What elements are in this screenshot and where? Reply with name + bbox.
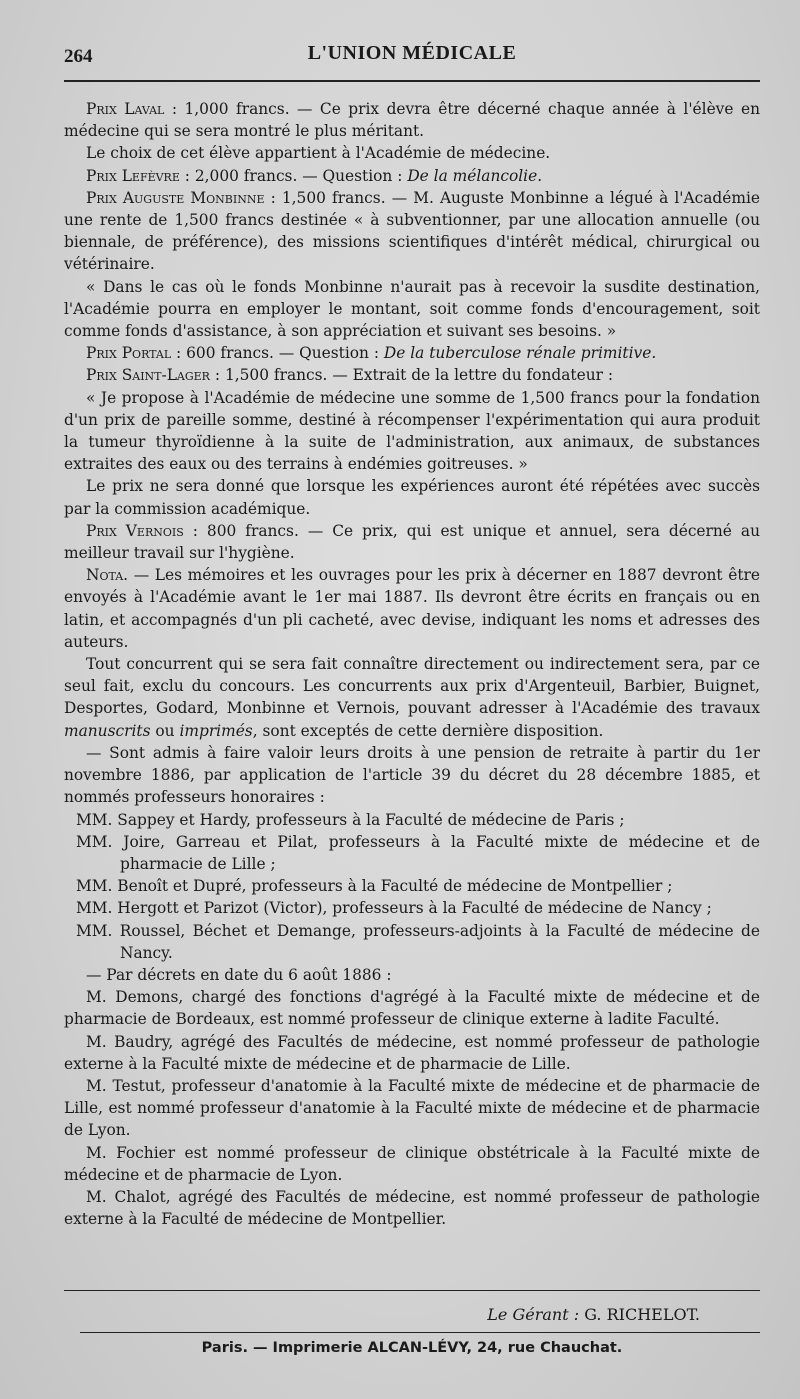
paragraph: [64, 165, 760, 187]
page-header: [64, 42, 760, 76]
paragraph-text: M. Testut, professeur d'anatomie à la Faculté mixte de médecine et de pharmacie de Lille, est nommé professeur d'anatomie à la Faculté mixte de médecine et de pharmacie de Lyon.: [64, 1076, 760, 1140]
paragraph: [64, 964, 760, 986]
paragraph-text: MM. Benoît et Dupré, professeurs à la Faculté de médecine de Montpellier ;: [76, 877, 673, 896]
paragraph-text: « Dans le cas où le fonds Monbinne n'aurait pas à recevoir la susdite destination, l'Académie pourra en employer le montant, soit comme fonds d'encouragement, soit comme fonds d'assistance, à son appréciation et suivant ses besoins. »: [64, 277, 760, 341]
paragraph: [64, 364, 760, 386]
prize-name: Prix Laval: [86, 100, 165, 118]
paragraph-text: — Par décrets en date du 6 août 1886 :: [86, 965, 392, 984]
signature: [487, 1305, 700, 1324]
italic-text: De la tuberculose rénale primitive.: [383, 344, 657, 363]
paragraph: [64, 187, 760, 276]
footer-rule-top: [64, 1290, 760, 1291]
prize-name: Prix Vernois: [86, 521, 184, 540]
paragraph: [64, 831, 760, 875]
paragraph: [64, 142, 760, 164]
paragraph: [64, 342, 760, 364]
paragraph: [64, 98, 760, 142]
paragraph-text: M. Baudry, agrégé des Facultés de médecine, est nommé professeur de pathologie externe à la Faculté mixte de médecine et de pharmacie de Lille.: [64, 1032, 760, 1073]
paragraph: [64, 475, 760, 519]
paragraph-text: : 1,500 francs. — Extrait de la lettre du fondateur :: [209, 366, 614, 385]
paragraph: [64, 1031, 760, 1075]
prize-name: Prix Saint-Lager: [86, 366, 210, 385]
paragraph-text: : 600 francs. — Question :: [171, 344, 384, 363]
paragraph-text: — Sont admis à faire valoir leurs droits à une pension de retraite à partir du 1er novembre 1886, par application de l'article 39 du décret du 28 décembre 1885, et nommés professeurs honoraires :: [64, 743, 760, 807]
prize-name: Prix Auguste Monbinne: [86, 188, 265, 207]
paragraph: [64, 986, 760, 1030]
paragraph-text: . — Les mémoires et les ouvrages pour les prix à décerner en 1887 devront être envoyés à l'Académie avant le 1er mai 1887. Ils devront être écrits en français ou en latin, et accompagnés d'un pli cacheté, avec devise, indiquant les noms et adresses des auteurs.: [64, 566, 760, 651]
paragraph-text: MM. Sappey et Hardy, professeurs à la Faculté de médecine de Paris ;: [76, 810, 625, 829]
signature-label: Le Gérant :: [487, 1305, 580, 1324]
paragraph: [64, 920, 760, 964]
italic-text: manuscrits: [64, 721, 151, 740]
italic-text: De la mélancolie.: [407, 166, 543, 185]
header-rule: [64, 80, 760, 82]
paragraph-text: « Je propose à l'Académie de médecine une somme de 1,500 francs pour la fondation d'un prix de pareille somme, destiné à récompenser l'expérimentation qui aura produit la tumeur thyroïdienne à la suite de l'administration, aux animaux, de substances extraites des eaux ou des terrains à endémies goitreuses. »: [64, 388, 760, 474]
paragraph: [64, 1142, 760, 1186]
footer-rule-bottom: [80, 1332, 760, 1333]
paragraph-text: MM. Joire, Garreau et Pilat, professeurs à la Faculté mixte de médecine et de pharmacie de Lille ;: [76, 832, 760, 873]
paragraph: [64, 564, 760, 653]
signature-name: G. RICHELOT.: [584, 1305, 700, 1324]
prize-name: Prix Lefèvre: [86, 166, 180, 185]
paragraph: [64, 653, 760, 742]
paragraph-text: Tout concurrent qui se sera fait connaître directement ou indirectement sera, par ce seul fait, exclu du concours. Les concurrents aux prix d'Argenteuil, Barbier, Buignet, Desportes, Godard, Monbinne et Vernois, pouvant adresser à l'Académie des travaux: [64, 655, 760, 718]
paragraph: [64, 897, 760, 919]
paragraph: [64, 1075, 760, 1142]
prize-name: Prix Portal: [86, 344, 172, 363]
paragraph-text: Le choix de cet élève appartient à l'Académie de médecine.: [86, 144, 551, 163]
running-title: L'UNION MÉDICALE: [307, 42, 517, 64]
page-number: 264: [64, 46, 93, 67]
paragraph: [64, 276, 760, 343]
paragraph-text: : 1,000 francs. — Ce prix devra être décerné chaque année à l'élève en médecine qui se sera montré le plus méritant.: [64, 100, 760, 141]
article-body: [64, 98, 760, 1230]
paragraph-text: M. Demons, chargé des fonctions d'agrégé à la Faculté mixte de médecine et de pharmacie de Bordeaux, est nommé professeur de clinique externe à ladite Faculté.: [64, 988, 760, 1029]
paragraph: [64, 809, 760, 831]
paragraph-text: Le prix ne sera donné que lorsque les expériences auront été répétées avec succès par la commission académique.: [64, 477, 760, 518]
paragraph-text: , sont exceptés de cette dernière disposition.: [252, 721, 604, 740]
paragraph-text: M. Chalot, agrégé des Facultés de médecine, est nommé professeur de pathologie externe à la Faculté de médecine de Montpellier.: [64, 1187, 760, 1229]
paragraph-text: MM. Hergott et Parizot (Victor), professeurs à la Faculté de médecine de Nancy ;: [76, 899, 712, 918]
prize-name: Nota: [86, 566, 124, 585]
paragraph: [64, 742, 760, 809]
paragraph-text: M. Fochier est nommé professeur de clinique obstétricale à la Faculté mixte de médecine et de pharmacie de Lyon.: [64, 1143, 760, 1184]
paragraph-text: : 2,000 francs. — Question :: [179, 166, 408, 185]
paragraph-text: : 800 francs. — Ce prix, qui est unique et annuel, sera décerné au meilleur travail sur l'hygiène.: [64, 521, 760, 563]
italic-text: imprimés: [179, 721, 253, 740]
paragraph-text: : 1,500 francs. — M. Auguste Monbinne a légué à l'Académie une rente de 1,500 francs destinée « à subventionner, par une allocation annuelle (ou biennale, de préférence), des missions scientifiques d'intérêt médical, chirurgical ou vétérinaire.: [64, 188, 760, 274]
printer-imprint: Paris. — Imprimerie ALCAN-LÉVY, 24, rue Chauchat.: [201, 1340, 623, 1356]
paragraph: [64, 520, 760, 564]
paragraph: [64, 387, 760, 476]
paragraph-text: MM. Roussel, Béchet et Demange, professeurs-adjoints à la Faculté de médecine de Nancy.: [76, 921, 760, 962]
paragraph-text: ou: [150, 721, 180, 740]
paragraph: [64, 1186, 760, 1230]
paragraph: [64, 875, 760, 897]
